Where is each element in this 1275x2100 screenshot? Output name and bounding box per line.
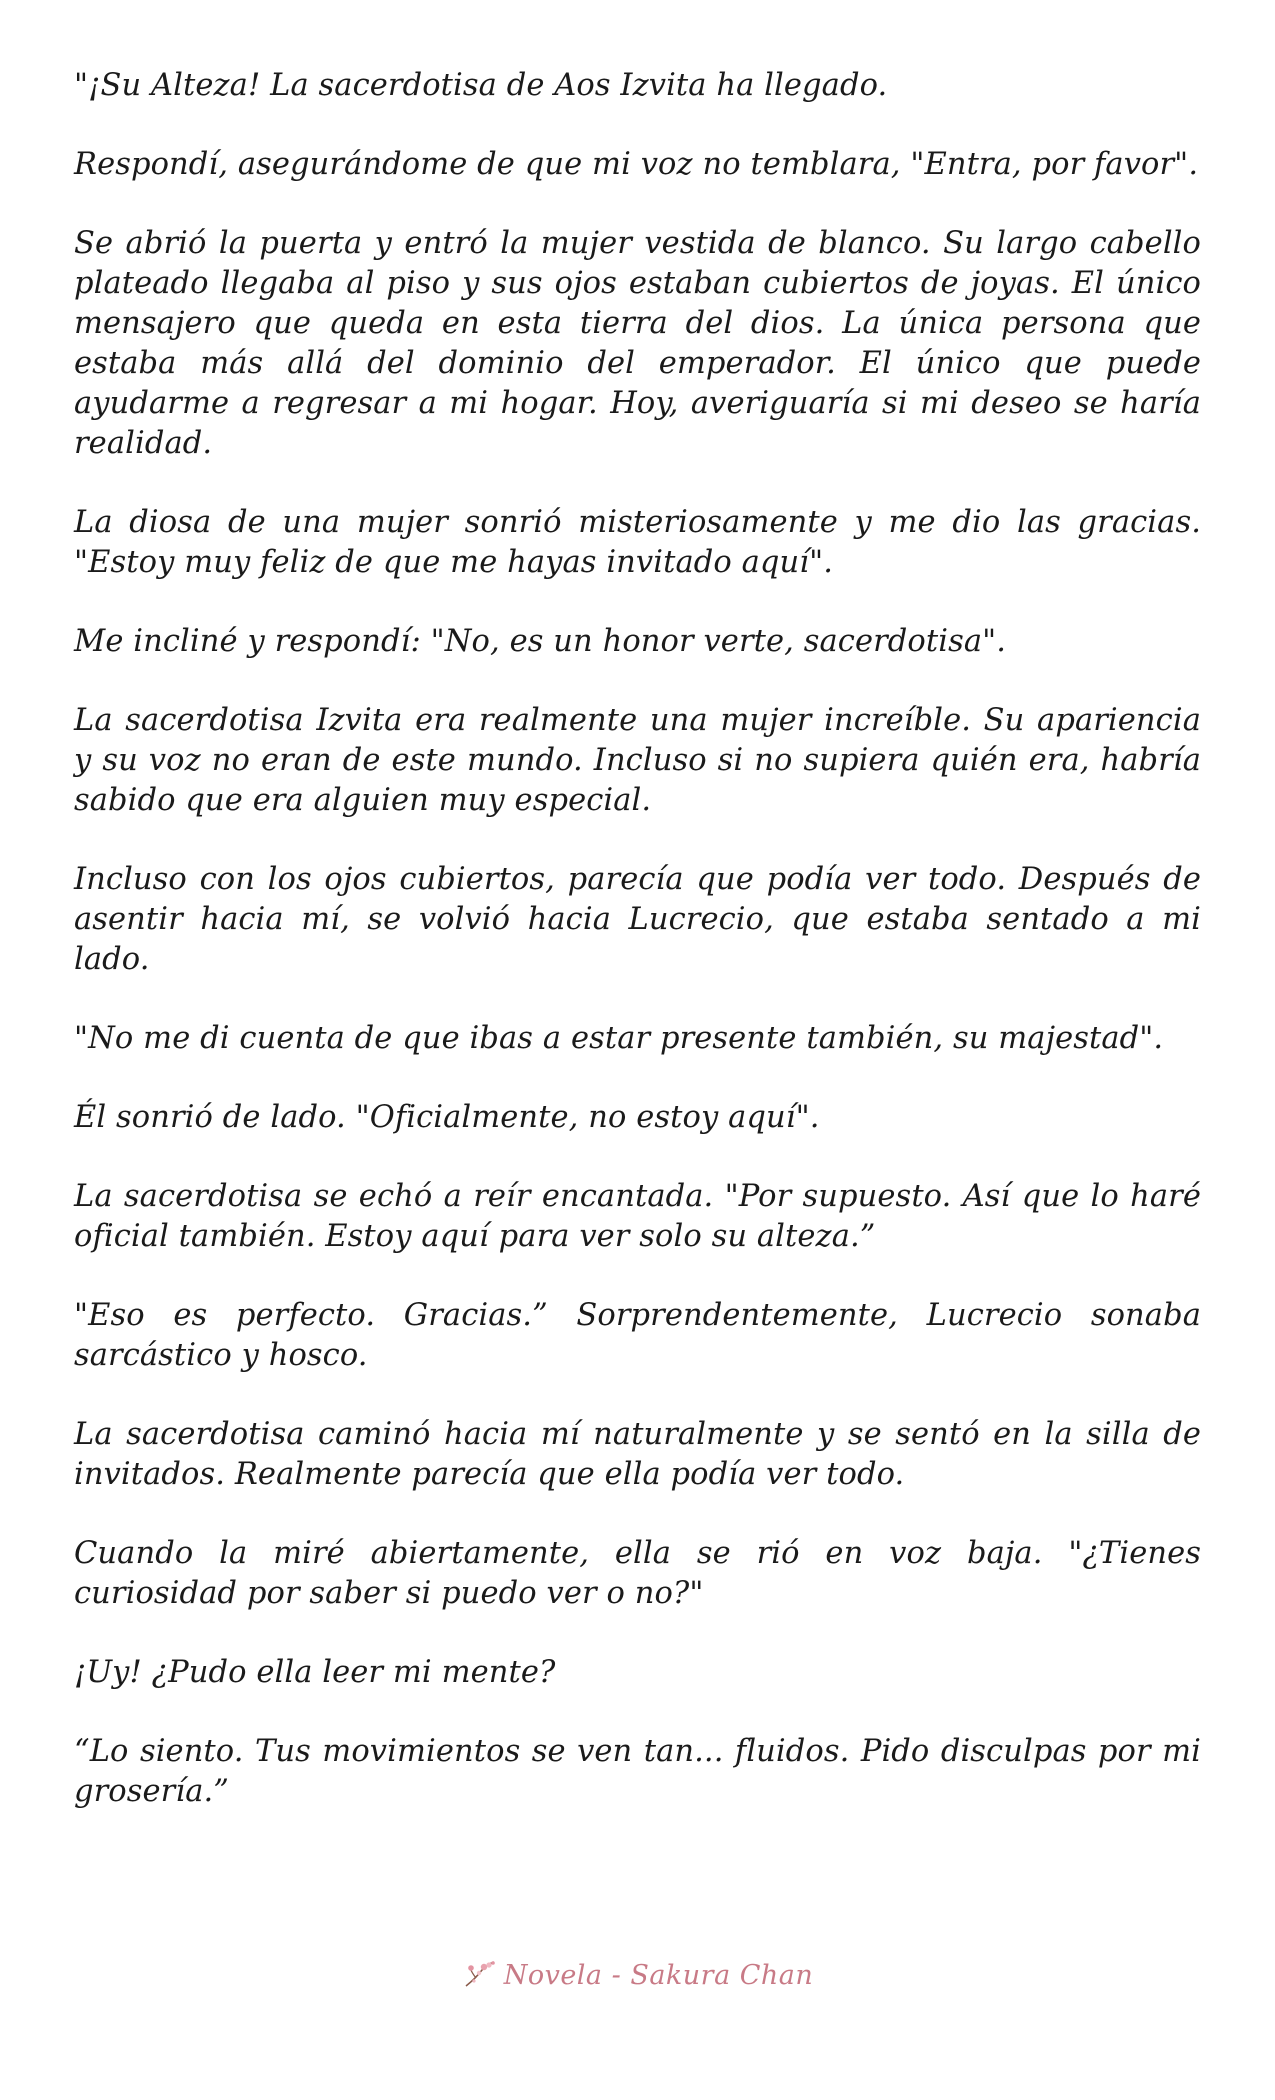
paragraph: Cuando la miré abiertamente, ella se rió en voz baja. "¿Tienes curiosidad por saber si puedo ver o no?"	[74, 1536, 1201, 1611]
paragraph: Respondí, asegurándome de que mi voz no temblara, "Entra, por favor".	[74, 147, 1199, 182]
paragraph: La sacerdotisa Izvita era realmente una mujer increíble. Su apariencia y su voz no eran de este mundo. Incluso si no supiera quién era, habría sabido que era alguien muy especial.	[74, 703, 1201, 818]
document-body	[74, 66, 1201, 1851]
paragraph: La sacerdotisa caminó hacia mí naturalmente y se sentó en la silla de invitados. Realmente parecía que ella podía ver todo.	[74, 1417, 1201, 1492]
paragraph: ¡Uy! ¿Pudo ella leer mi mente?	[74, 1655, 556, 1690]
paragraph: "¡Su Alteza! La sacerdotisa de Aos Izvita ha llegado.	[74, 68, 888, 103]
footer-text: Novela - Sakura Chan	[503, 1959, 814, 1991]
footer-watermark	[0, 1958, 1275, 1992]
paragraph: “Lo siento. Tus movimientos se ven tan... fluidos. Pido disculpas por mi grosería.”	[74, 1734, 1201, 1809]
paragraph: "Eso es perfecto. Gracias.” Sorprendentemente, Lucrecio sonaba sarcástico y hosco.	[74, 1298, 1201, 1373]
paragraph: La sacerdotisa se echó a reír encantada. "Por supuesto. Así que lo haré oficial también. Estoy aquí para ver solo su alteza.”	[74, 1179, 1201, 1254]
paragraph: "No me di cuenta de que ibas a estar presente también, su majestad".	[74, 1021, 1164, 1056]
paragraph: La diosa de una mujer sonrió misteriosamente y me dio las gracias. "Estoy muy feliz de que me hayas invitado aquí".	[74, 505, 1201, 580]
sakura-flower-icon	[462, 1958, 498, 1992]
paragraph: Incluso con los ojos cubiertos, parecía que podía ver todo. Después de asentir hacia mí, se volvió hacia Lucrecio, que estaba sentado a mi lado.	[74, 862, 1201, 977]
paragraph: Él sonrió de lado. "Oficialmente, no estoy aquí".	[74, 1100, 820, 1135]
paragraph: Me incliné y respondí: "No, es un honor verte, sacerdotisa".	[74, 624, 1007, 659]
paragraph: Se abrió la puerta y entró la mujer vestida de blanco. Su largo cabello plateado llegaba al piso y sus ojos estaban cubiertos de joyas. El único mensajero que queda en esta tierra del dios. La única persona que estaba más allá del dominio del emperador. El único que puede ayudarme a regresar a mi hogar. Hoy, averiguaría si mi deseo se haría realidad.	[74, 226, 1201, 461]
